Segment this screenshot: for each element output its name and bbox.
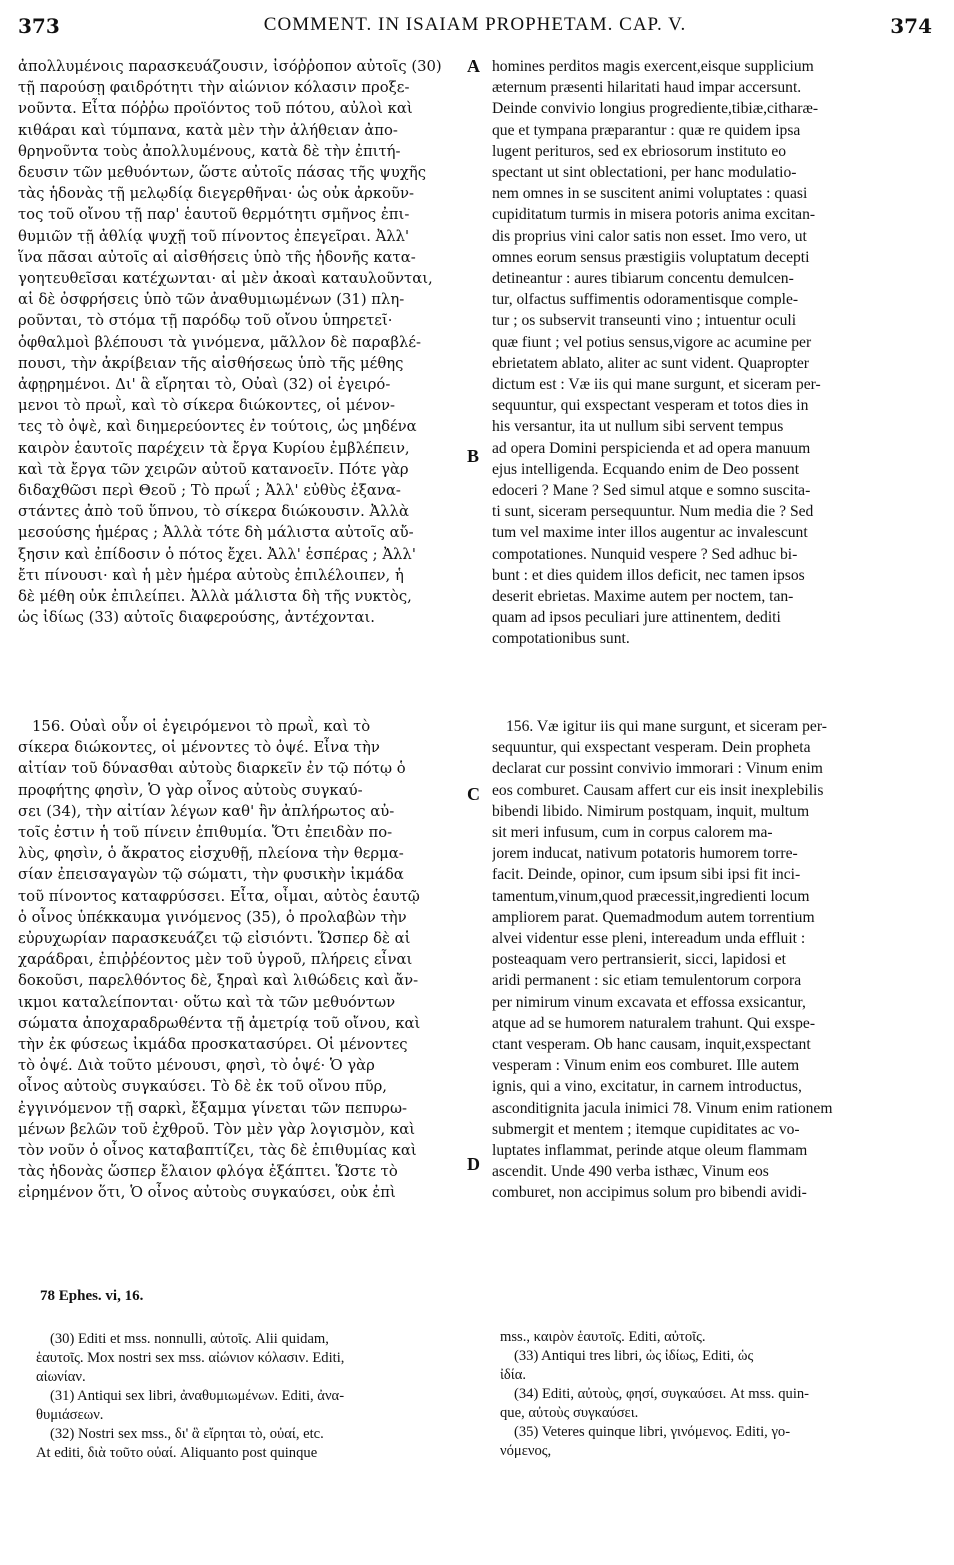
- latin-text-line: lugent perituros, sed ex ebriosorum instituto eo: [492, 142, 787, 160]
- greek-text-line: τὰς ἡδονὰς ὥσπερ ἔλαιον φλόγα ἐξάπτει. Ὥστε τὸ: [18, 1163, 398, 1181]
- latin-text-line: bibendi libido. Nimirum postquam, inquit, multum: [492, 802, 810, 820]
- latin-text-line: omnes eorum sensus præstigiis voluptatum decepti: [492, 248, 810, 266]
- footnote-line: ἰδία.: [500, 1367, 527, 1383]
- greek-text-line: ὡς ἰδίως (33) αὐτοῖς διαφερούσης, ἀντέχονται.: [18, 609, 375, 627]
- greek-text-line: δοκοῦσι, παρελθόντος δὲ, ξηραὶ καὶ λιθώδεις καὶ ἄν-: [18, 972, 419, 990]
- greek-text-line: ὁ οἶνος ὑπέκκαυμα γινόμενος (35), ὁ προλαβὼν τὴν: [18, 908, 407, 926]
- greek-text-line: καὶ τὰ ἔργα τῶν χειρῶν αὐτοῦ κατανοεῖν. Πότε γὰρ: [18, 460, 409, 478]
- footnote-line: θυμιάσεων.: [36, 1407, 104, 1423]
- page-number-right: 374: [890, 14, 932, 38]
- latin-text-line: declarat cur possint convivio immorari : Vinum enim: [492, 760, 823, 778]
- greek-text-line: ὀφθαλμοὶ βλέπουσι τὰ γινόμενα, μᾶλλον δὲ παραβλέ-: [18, 333, 422, 351]
- greek-text-line: τοῦ πίνοντος καταφρύσσει. Εἶτα, οἶμαι, αὐτὸς ἑαυτῷ: [18, 887, 420, 905]
- greek-text-line: ἀφῃρημένοι. Δι' ἃ εἴρηται τὸ, Οὐαὶ (32) οἱ ἐγειρό-: [18, 376, 391, 394]
- footnote-line: (34) Editi, αὐτοὺς, φησί, συγκαύσει. At mss. quin-: [514, 1386, 810, 1402]
- latin-text-line: ctant vesperam. Ob hanc causam, inquit,exspectant: [492, 1036, 811, 1054]
- latin-text-line: tur, olfactus suffimentis odoramentisque comple-: [492, 291, 799, 309]
- latin-text-line: ad opera Domini perspicienda et ad opera manuum: [492, 439, 811, 457]
- greek-text-line: κιθάραι καὶ τύμπανα, κατὰ μὲν τὴν ἀλήθειαν ἀπο-: [18, 121, 398, 139]
- latin-text-line: ampliorem parat. Quemadmodum autem torrentium: [492, 908, 815, 926]
- margin-marker-a: A: [467, 56, 480, 76]
- latin-text-line: asconditignita jacula inimici 78. Vinum enim rationem: [492, 1099, 833, 1117]
- greek-text-line: ροῦνται, τὸ στόμα τῇ παρόδῳ τοῦ οἴνου ὑπηρετεῖ·: [18, 312, 393, 330]
- latin-text-line: nem omnes in se suscitent animi voluptates : quasi: [492, 185, 808, 203]
- margin-marker-b: B: [467, 446, 480, 466]
- greek-column-part-2: [18, 716, 462, 1204]
- footnote-line: αἰωνίαν.: [36, 1369, 86, 1385]
- greek-text-line: ικμοι καταλείπονται· οὕτω καὶ τὰ τῶν μεθυόντων: [18, 993, 396, 1011]
- greek-text-line: ἀπολλυμένοις παρασκευάζουσιν, ἰσόῤῥοπον αὐτοῖς (30): [18, 58, 442, 75]
- latin-text-line: bunt : et dies quidem illos deficit, nec tamen ipsos: [492, 566, 805, 584]
- latin-column-part-1: [492, 56, 938, 650]
- greek-text-line: εἰρημένον ὅτι, Ὁ οἶνος αὐτοὺς συγκαύσει, οὐκ ἐπὶ: [18, 1184, 396, 1202]
- notes-right-column: [500, 1328, 940, 1461]
- latin-text-line: spectant ut sint oblectationi, per hanc modulatio-: [492, 164, 797, 182]
- latin-text-line: tamentum,vinum,quod præcessit,ingredienti locum: [492, 887, 810, 905]
- greek-text-line: πουσι, τὴν ἀκρίβειαν τῆς αἰσθήσεως ὑπὸ τῆς μέθης: [18, 354, 404, 372]
- latin-column-part-2: [492, 716, 938, 1204]
- latin-text-line: alvei videntur esse pleni, intereadum unda effluit :: [492, 930, 806, 948]
- latin-text-line: sequuntur, qui exspectant vesperam et totos dies in: [492, 397, 809, 415]
- latin-text-line: Deinde convivio longius progrediente,tibiæ,citharæ-: [492, 100, 819, 118]
- latin-text-line: que et tympana præparantur : quæ re quidem ipsa: [492, 121, 801, 139]
- latin-text-line: tum vel maxime inter illos augentur ac invalescunt: [492, 524, 808, 542]
- greek-text-line: σει (34), τὴν αἰτίαν λέγων καθ' ἣν ἀπλήρωτος αὐ-: [18, 802, 395, 820]
- latin-text-line: atque ad se humorem naturalem trahunt. Qui exspe-: [492, 1014, 816, 1032]
- greek-text-line: 156. Οὐαὶ οὖν οἱ ἐγειρόμενοι τὸ πρωῒ, καὶ τὸ: [32, 718, 371, 735]
- greek-text-line: εὐρυχωρίαν παρασκευάζει τῷ εἰσιόντι. Ὥσπερ δὲ αἱ: [18, 930, 411, 948]
- greek-text-line: προφήτης φησὶν, Ὁ γὰρ οἶνος αὐτοὺς συγκαύ-: [18, 781, 363, 799]
- latin-text-line: luptates inflammat, perinde atque oleum flammam: [492, 1142, 808, 1160]
- greek-text-line: τὰς ἡδονὰς τῇ μελῳδίᾳ διεγερθῆναι· ὡς οὐκ ἀρκοῦν-: [18, 185, 415, 203]
- margin-marker-d: D: [467, 1154, 480, 1174]
- greek-text-line: μενοι τὸ πρωῒ, καὶ τὸ σίκερα διώκοντες, οἱ μένον-: [18, 397, 396, 415]
- scripture-footnote: 78 Ephes. vi, 16.: [40, 1288, 144, 1304]
- latin-text-line: homines perditos magis exercent,eisque supplicium: [492, 58, 814, 75]
- greek-text-line: τες τὸ ὀψὲ, καὶ διημερεύοντες ἐν τούτοις, ὡς μηδένα: [18, 418, 417, 436]
- footnote-line: (31) Antiqui sex libri, ἀναθυμιωμένων. Editi, ἀνα-: [50, 1388, 345, 1404]
- latin-text-line: edoceri ? Mane ? Sed simul atque e somno suscita-: [492, 482, 811, 500]
- running-title: COMMENT. IN ISAIAM PROPHETAM. CAP. V.: [263, 14, 687, 35]
- greek-text-line: νοῦντα. Εἶτα πόῤῥω προϊόντος τοῦ πότου, αὐλοὶ καὶ: [18, 100, 413, 118]
- latin-text-line: compotationes. Nunquid vespere ? Sed adhuc bi-: [492, 545, 798, 563]
- latin-text-line: jorem inducat, nativum potatoris humorem torre-: [492, 845, 798, 863]
- footnote-line: (35) Veteres quinque libri, γινόμενος. Editi, γο-: [514, 1424, 791, 1440]
- greek-text-line: θρηνοῦντα τοὺς ἀπολλυμένους, κατὰ δὲ τὴν ἐπιτή-: [18, 142, 401, 160]
- latin-text-line: 156. Væ igitur iis qui mane surgunt, et siceram per-: [506, 718, 827, 735]
- greek-text-line: τῇ παρούσῃ φαιδρότητι τὴν αἰώνιον κόλασιν προξε-: [18, 79, 410, 97]
- greek-text-line: οἶνος αὐτοὺς συγκαύσει. Τὸ δὲ ἐκ τοῦ οἴνου πῦρ,: [18, 1078, 387, 1096]
- greek-text-line: μένων βελῶν τοῦ ἐχθροῦ. Τὸν μὲν γὰρ λογισμὸν, καὶ: [18, 1120, 415, 1138]
- latin-text-line: comburet, non accipimus solum pro bibendi avidi-: [492, 1184, 807, 1202]
- latin-text-line: per nimirum vinum excavata et effossa exsicantur,: [492, 993, 806, 1011]
- latin-text-line: aridi permanent : sic etiam temulentorum corpora: [492, 972, 802, 990]
- footnote-line: (33) Antiqui tres libri, ὡς ἰδίως, Editi, ὡς: [514, 1348, 754, 1364]
- greek-text-line: ξησιν καὶ ἐπίδοσιν ὁ πότος ἔχει. Ἀλλ' ἑσπέρας ; Ἀλλ': [18, 545, 416, 563]
- latin-text-line: quam ad ipsos peculiari jure attinentem, dediti: [492, 609, 781, 627]
- margin-marker-c: C: [467, 784, 480, 804]
- footnote-line: mss., καιρὸν ἑαυτοῖς. Editi, αὐτοῖς.: [500, 1329, 706, 1345]
- greek-text-line: ἐγγινόμενον τῇ σαρκὶ, ἔξαμμα γίνεται τῶν πεπυρω-: [18, 1099, 408, 1117]
- footnote-line: ἑαυτοῖς. Mox nostri sex mss. αἰώνιον κόλασιν. Editi,: [36, 1350, 345, 1366]
- greek-text-line: ἵνα πᾶσαι αὐτοῖς αἱ αἰσθήσεις ὑπὸ τῆς ἡδονῆς κατα-: [18, 248, 416, 266]
- latin-text-line: vesperam : Vinum enim eos comburet. Ille autem: [492, 1057, 800, 1075]
- greek-text-line: θυμιῶν τῇ ἀθλίᾳ ψυχῇ τοῦ πίνοντος ἐπεγεῖραι. Ἀλλ': [18, 227, 410, 245]
- page-header: [18, 14, 932, 44]
- greek-text-line: χαράδραι, ἐπιῤῥέοντος μὲν τοῦ ὑγροῦ, πλήρεις εἶναι: [18, 951, 413, 969]
- greek-text-line: τὸν νοῦν ὁ οἶνος καταβαπτίζει, τὰς δὲ ἐπιθυμίας καὶ: [18, 1142, 417, 1160]
- footnote-line: At editi, διὰ τοῦτο οὐαί. Aliquanto post quinque: [36, 1445, 318, 1461]
- latin-text-line: ti sunt, siceram persequuntur. Num media die ? Sed: [492, 503, 814, 521]
- latin-text-line: dis proprius vini calor satis non esset. Imo vero, ut: [492, 227, 807, 245]
- latin-text-line: eos comburet. Causam affert cur eis insit inexplebilis: [492, 781, 824, 799]
- greek-text-line: λὺς, φησὶν, ὁ ἄκρατος εἰσχυθῇ, πλείονα τὴν θερμα-: [18, 845, 404, 863]
- greek-text-line: τος τοῦ οἴνου τῇ παρ' ἑαυτοῦ θερμότητι σμῆνος ἐπι-: [18, 206, 410, 224]
- latin-text-line: ebrietatem ablato, aliter ac sunt vident. Quapropter: [492, 354, 809, 372]
- latin-text-line: compotationibus sunt.: [492, 630, 630, 648]
- greek-text-line: καιρὸν ἑαυτοῖς παρέχειν τὰ ἔργα Κυρίου ἐμβλέπειν,: [18, 439, 410, 457]
- latin-text-line: ejus intelligenda. Ecquando enim de Deo possent: [492, 460, 800, 478]
- footnote-line: (30) Editi et mss. nonnulli, αὐτοῖς. Alii quidam,: [50, 1331, 329, 1347]
- latin-text-line: ignis, qui a vino, excitatur, in carnem introductus,: [492, 1078, 802, 1096]
- greek-text-line: αἰτίαν τοῦ δύνασθαι αὐτοὺς διαρκεῖν ἐν τῷ πότῳ ὁ: [18, 760, 406, 778]
- greek-text-line: δευσιν τῶν μεθυόντων, ὥστε αὐτοῖς πάσας τῆς ψυχῆς: [18, 164, 427, 182]
- greek-text-line: αἱ δὲ ὀσφρήσεις ὑπὸ τῶν ἀναθυμιωμένων (31) πλη-: [18, 291, 405, 309]
- greek-text-line: στάντες ἀπὸ τοῦ ὕπνου, τὸ σίκερα διώκουσιν. Ἀλλὰ: [18, 503, 409, 521]
- greek-text-line: σίαν ἐπεισαγαγὼν τῷ σώματι, τὴν φυσικὴν ἰκμάδα: [18, 866, 404, 884]
- latin-text-line: detineantur : aures tibiarum concentu demulcen-: [492, 270, 794, 288]
- latin-text-line: facit. Deinde, opinor, cum ipsum sibi ipsi fit inci-: [492, 866, 801, 884]
- latin-text-line: his versantur, ita ut nullum sibi servent tempus: [492, 418, 784, 436]
- latin-text-line: posteaquam vero pertransierit, sicci, lapidosi et: [492, 951, 787, 969]
- greek-text-line: γοητευθεῖσαι κατέχωνται· αἱ μὲν ἀκοαὶ καταυλοῦνται,: [18, 270, 433, 288]
- footnote-line: νόμενος,: [500, 1443, 552, 1459]
- latin-text-line: tur ; os subservit transeunti vino ; intuentur oculi: [492, 312, 797, 330]
- greek-text-line: σώματα ἀποχαραδρωθέντα τῇ ἀμετρίᾳ τοῦ οἴνου, καὶ: [18, 1014, 421, 1032]
- greek-column-part-1: [18, 56, 462, 628]
- greek-text-line: ἔτι πίνουσι· καὶ ἡ μὲν ἡμέρα αὐτοὺς ἐπιλέλοιπεν, ἡ: [18, 566, 404, 584]
- latin-text-line: deserit ebrietas. Maxime autem per noctem, tan-: [492, 588, 794, 606]
- latin-text-line: cupiditatum turmis in misera potoris anima excitan-: [492, 206, 816, 224]
- page-number-left: 373: [18, 14, 60, 38]
- latin-text-line: sit meri infusum, cum in corpus calorem ma-: [492, 824, 773, 842]
- latin-text-line: ascendit. Unde 490 verba isthæc, Vinum eos: [492, 1163, 769, 1181]
- latin-text-line: submergit et mentem ; itemque cupiditates ac vo-: [492, 1120, 800, 1138]
- greek-text-line: τοῖς ἐστιν ἡ τοῦ πίνειν ἐπιθυμία. Ὅτι ἐπειδὰν πο-: [18, 824, 393, 842]
- latin-text-line: dictum est : Væ iis qui mane surgunt, et siceram per-: [492, 376, 821, 394]
- greek-text-line: τὸ ὀψέ. Διὰ τοῦτο μένουσι, φησὶ, τὸ ὀψέ· Ὁ γὰρ: [18, 1057, 375, 1075]
- latin-text-line: sequuntur, qui exspectant vesperam. Dein propheta: [492, 739, 811, 757]
- greek-text-line: μεσούσης ἡμέρας ; Ἀλλὰ τότε δὴ μάλιστα αὐτοῖς αὔ-: [18, 524, 414, 542]
- greek-text-line: τὴν ἐκ φύσεως ἰκμάδα προσκατασύρει. Οἱ μένοντες: [18, 1036, 408, 1054]
- latin-text-line: quæ fiunt ; vel potius sensus,vigore ac acumine per: [492, 333, 812, 351]
- greek-text-line: δὲ μέθη οὐκ ἐπιλείπει. Ἀλλὰ μάλιστα δὴ τῆς νυκτὸς,: [18, 588, 412, 606]
- notes-left-column: [36, 1330, 476, 1463]
- footnote-line: que, αὐτοὺς συγκαύσει.: [500, 1405, 639, 1421]
- latin-text-line: æternum præsenti hilaritati haud impar accersunt.: [492, 79, 802, 97]
- greek-text-line: διδαχθῶσι περὶ Θεοῦ ; Τὸ πρωΐ ; Ἀλλ' εὐθὺς ἐξανα-: [18, 482, 401, 500]
- footnote-line: (32) Nostri sex mss., δι' ἃ εἴρηται τὸ, οὐαί, etc.: [50, 1426, 324, 1442]
- greek-text-line: σίκερα διώκοντες, οἱ μένοντες τὸ ὀψέ. Εἶνα τὴν: [18, 739, 380, 757]
